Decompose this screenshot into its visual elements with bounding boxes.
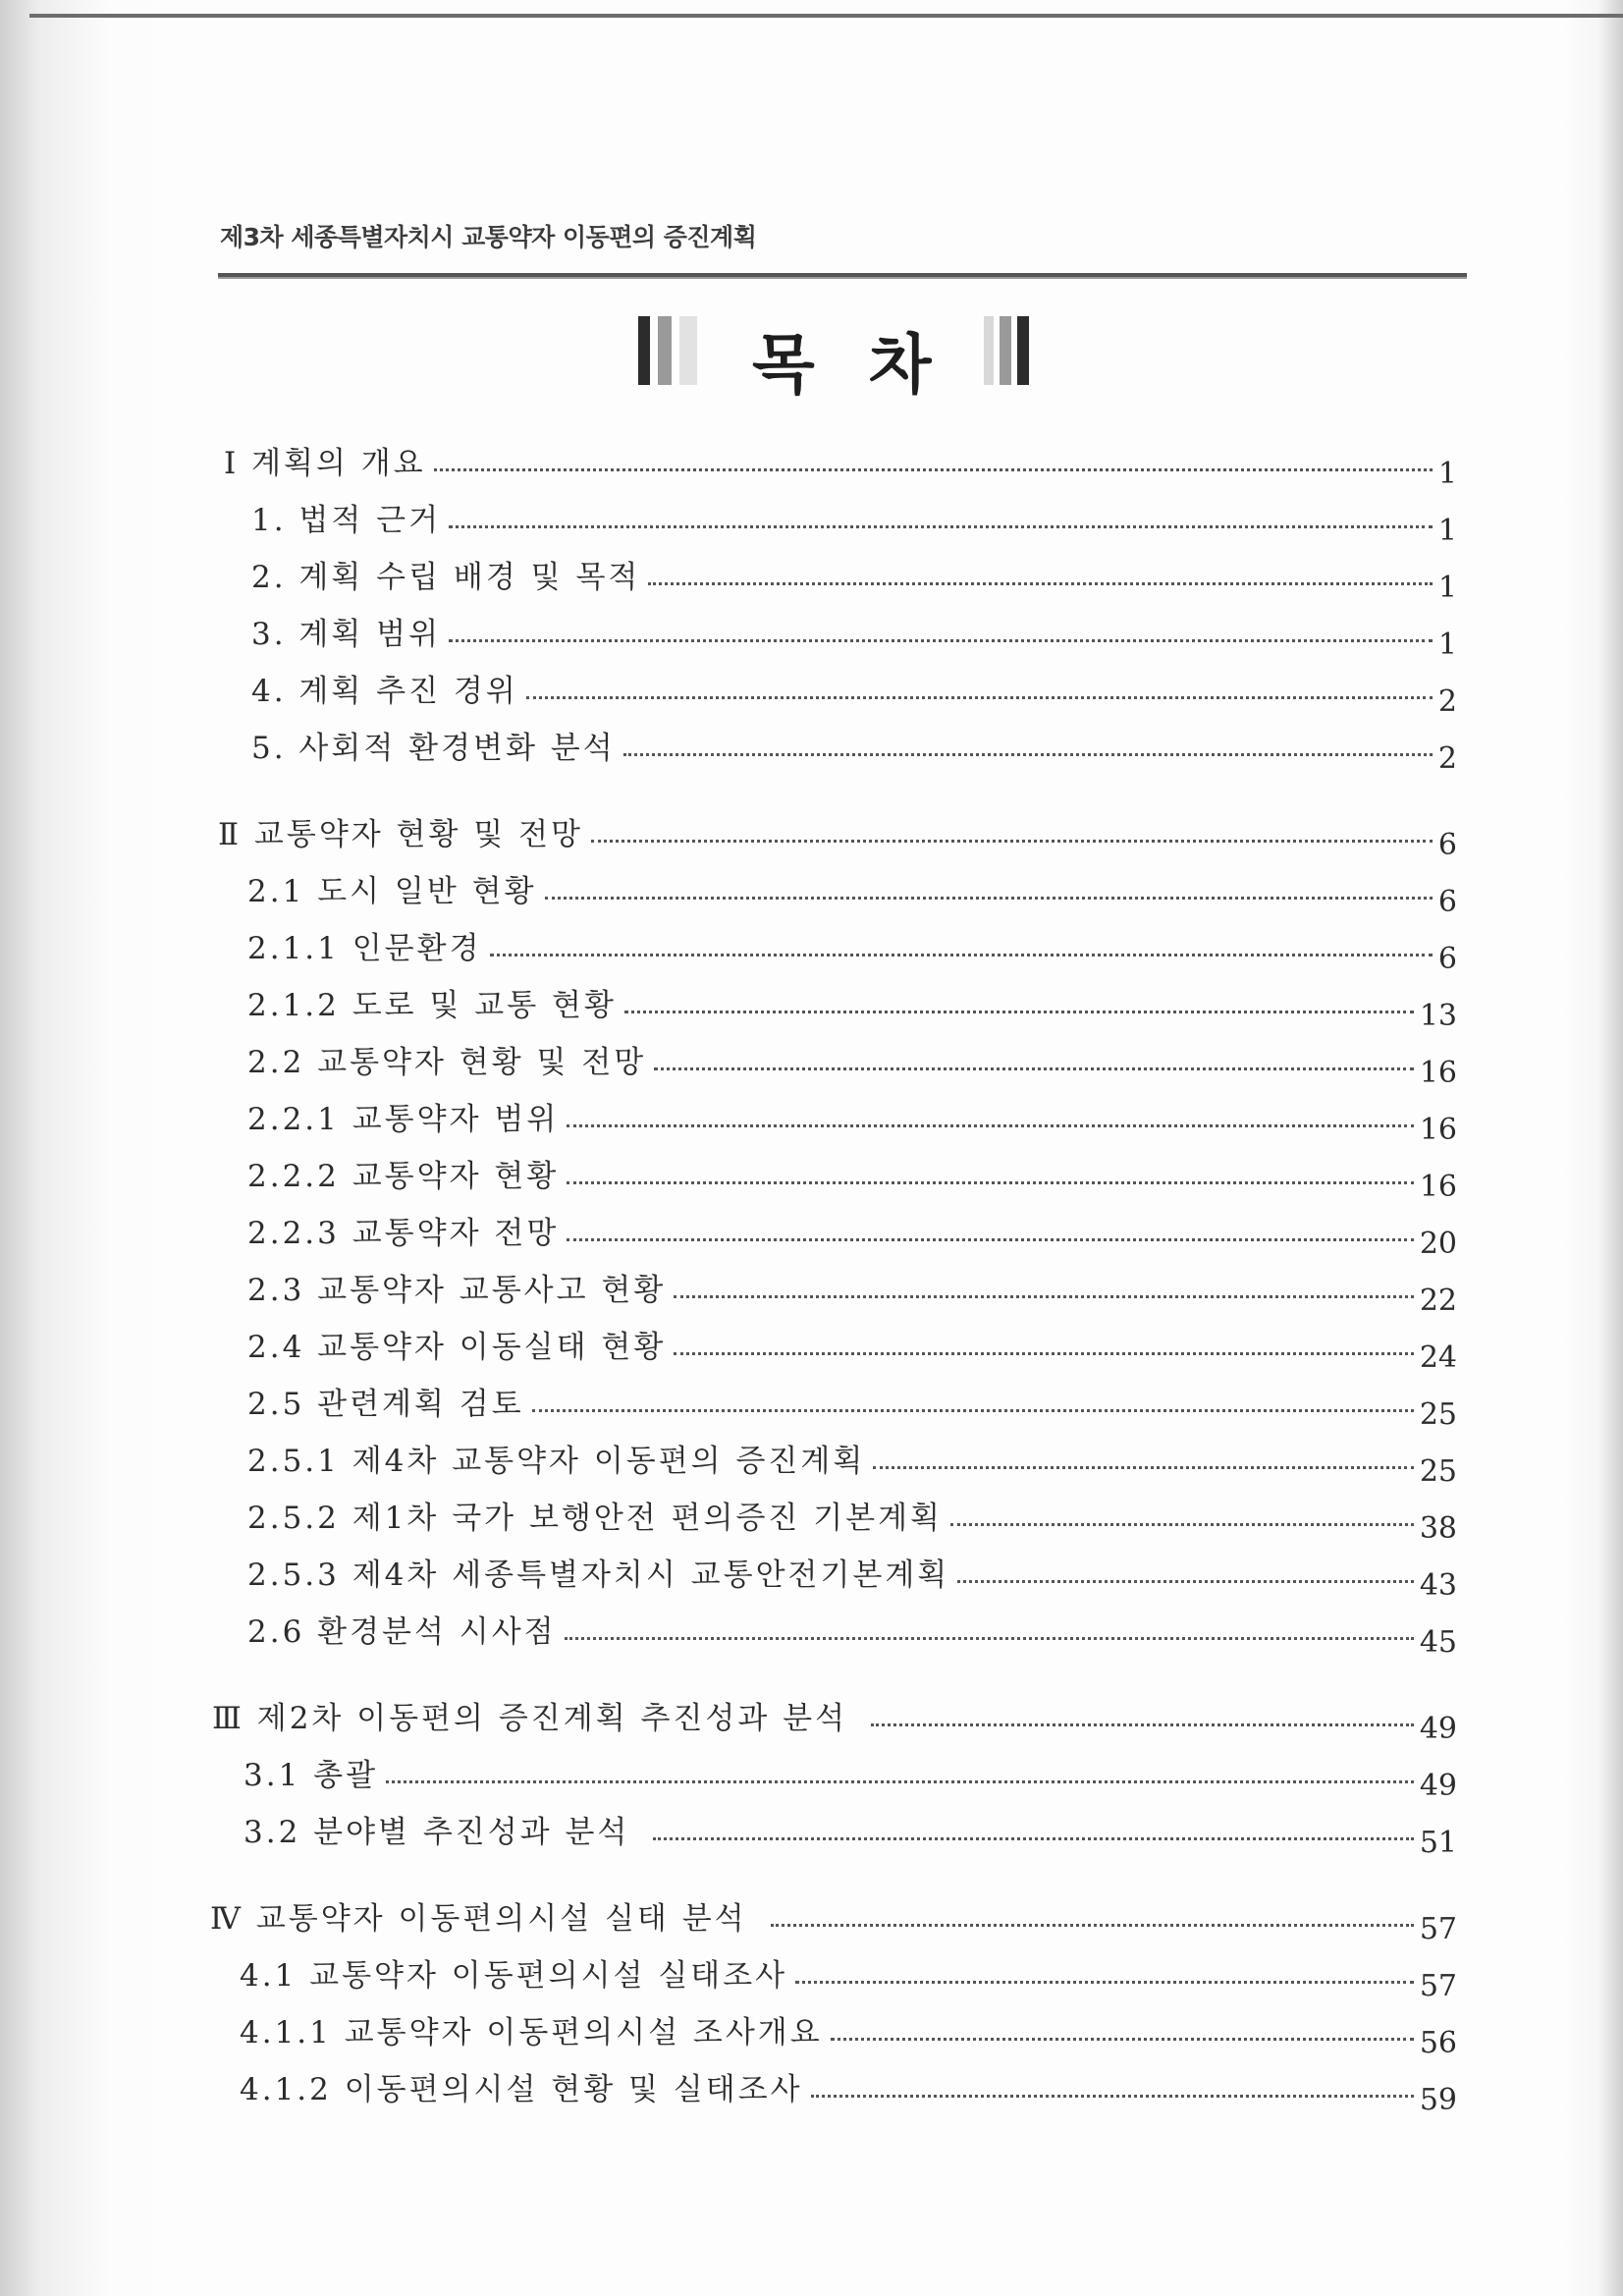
toc-entry-label: 4. 계획 추진 경위 [251, 674, 518, 709]
toc-entry-label: 4.1.1 교통약자 이동편의시설 조사개요 [240, 2015, 823, 2050]
toc-entry[interactable] [247, 1039, 1457, 1090]
toc-entry-page: 1 [1437, 514, 1457, 548]
toc-entry[interactable] [240, 2009, 1457, 2060]
toc-leader-dots [771, 1924, 1414, 1927]
toc-entry-label: 3.2 분야별 추진성과 분석 [243, 1815, 630, 1850]
toc-entry-label: 4.1 교통약자 이동편의시설 실태조사 [240, 1958, 788, 1994]
toc-entry[interactable] [247, 1210, 1457, 1261]
toc-entry-chapter-4[interactable] [210, 1895, 1457, 1946]
toc-entry-page: 16 [1419, 1056, 1457, 1090]
toc-entry-page: 13 [1419, 999, 1457, 1033]
toc-leader-dots [434, 468, 1433, 471]
toc-entry[interactable] [247, 1609, 1457, 1660]
toc-entry[interactable] [243, 1752, 1457, 1803]
toc-entry-page: 49 [1419, 1769, 1457, 1803]
toc-entry-page: 1 [1437, 457, 1457, 491]
toc-entry[interactable] [240, 1952, 1457, 2003]
toc-entry-label: 2. 계획 수립 배경 및 목적 [251, 560, 641, 595]
toc-leader-dots [591, 840, 1433, 843]
toc-entry-page: 16 [1419, 1170, 1457, 1204]
toc-entry-page: 57 [1419, 1912, 1457, 1946]
toc-entry-page: 1 [1437, 571, 1457, 605]
toc-entry-page: 24 [1419, 1340, 1457, 1375]
toc-entry-page: 43 [1419, 1568, 1457, 1603]
toc-entry[interactable] [247, 1267, 1457, 1318]
toc-entry-page: 59 [1419, 2083, 1457, 2117]
toc-entry-label: 3. 계획 범위 [251, 617, 442, 652]
toc-entry[interactable] [247, 1552, 1457, 1603]
toc-entry-label: 2.6 환경분석 시사점 [247, 1614, 557, 1650]
toc-entry-label: 2.5.1 제4차 교통약자 이동편의 증진계획 [247, 1444, 866, 1479]
toc-leader-dots [648, 582, 1433, 585]
toc-leader-dots [623, 753, 1433, 756]
toc-leader-dots [831, 2038, 1414, 2041]
toc-entry[interactable] [247, 1096, 1457, 1147]
toc-entry[interactable] [247, 925, 1457, 976]
toc-entry-page: 22 [1419, 1284, 1457, 1318]
toc-entry-label: 2.2 교통약자 현황 및 전망 [247, 1045, 647, 1080]
toc-entry-page: 56 [1419, 2026, 1457, 2060]
toc-leader-dots [950, 1523, 1414, 1526]
toc-leader-dots [386, 1780, 1414, 1783]
toc-entry-page: 6 [1437, 942, 1457, 976]
toc-leader-dots [674, 1295, 1413, 1298]
toc-entry[interactable] [247, 1381, 1457, 1432]
toc-entry-label: Ⅳ 교통약자 이동편의시설 실태 분석 [210, 1901, 747, 1937]
toc-entry-chapter-3[interactable] [212, 1695, 1457, 1746]
toc-entry[interactable] [247, 1324, 1457, 1375]
toc-entry-page: 25 [1419, 1454, 1457, 1489]
toc-entry-label: Ⅰ 계획의 개요 [224, 446, 426, 481]
toc-leader-dots [567, 1181, 1414, 1184]
toc-leader-dots [674, 1352, 1413, 1355]
toc-entry-page: 6 [1437, 828, 1457, 862]
toc-entry-label: 2.2.1 교통약자 범위 [247, 1102, 560, 1137]
toc-entry-label: 2.1.1 인문환경 [247, 931, 482, 966]
toc-leader-dots [873, 1466, 1414, 1469]
toc-entry-label: 4.1.2 이동편의시설 현황 및 실태조사 [240, 2072, 803, 2107]
toc-entry[interactable] [251, 497, 1457, 548]
toc-leader-dots [624, 1011, 1414, 1013]
toc-entry-label: Ⅱ 교통약자 현황 및 전망 [218, 817, 583, 852]
toc-leader-dots [490, 954, 1433, 957]
toc-entry[interactable] [251, 725, 1457, 776]
toc-entry-page: 25 [1419, 1397, 1457, 1432]
toc-entry-label: 2.2.3 교통약자 전망 [247, 1216, 560, 1251]
toc-entry[interactable] [251, 611, 1457, 662]
toc-entry[interactable] [251, 554, 1457, 605]
toc-entry[interactable] [243, 1809, 1457, 1860]
toc-leader-dots [565, 1637, 1414, 1640]
toc-entry-page: 20 [1419, 1227, 1457, 1261]
toc-entry[interactable] [247, 1438, 1457, 1489]
toc-heading-text: 목 차 [752, 327, 947, 403]
toc-leader-dots [567, 1238, 1414, 1241]
toc-entry[interactable] [247, 1153, 1457, 1204]
toc-entry-label: 2.2.2 교통약자 현황 [247, 1159, 560, 1194]
toc-leader-dots [811, 2095, 1414, 2098]
toc-entry-page: 16 [1419, 1113, 1457, 1147]
running-header-title: 제3차 세종특별자치시 교통약자 이동편의 증진계획 [220, 223, 757, 251]
toc-leader-dots [567, 1124, 1414, 1127]
toc-entry-label: 2.4 교통약자 이동실태 현황 [247, 1330, 667, 1365]
toc-entry[interactable] [251, 668, 1457, 719]
toc-entry-page: 38 [1419, 1511, 1457, 1546]
toc-entry[interactable] [247, 1495, 1457, 1546]
toc-entry[interactable] [247, 868, 1457, 919]
toc-leader-dots [654, 1067, 1414, 1070]
toc-leader-dots [795, 1981, 1414, 1984]
toc-leader-dots [526, 696, 1433, 699]
toc-entry-label: 2.5.2 제1차 국가 보행안전 편의증진 기본계획 [247, 1501, 944, 1536]
toc-entry-page: 2 [1437, 741, 1457, 776]
toc-leader-dots [653, 1837, 1413, 1840]
toc-entry-label: 3.1 총괄 [243, 1758, 379, 1793]
toc-entry-label: 1. 법적 근거 [251, 503, 442, 538]
toc-entry-label: 2.5 관련계획 검토 [247, 1387, 524, 1422]
toc-entry-page: 57 [1419, 1969, 1457, 2003]
toc-leader-dots [449, 639, 1433, 642]
toc-entry-label: 2.1.2 도로 및 교통 현황 [247, 988, 617, 1023]
toc-entry[interactable] [240, 2066, 1457, 2117]
toc-entry-page: 51 [1419, 1826, 1457, 1860]
toc-entry-label: 2.3 교통약자 교통사고 현황 [247, 1273, 667, 1308]
toc-entry-label: Ⅲ 제2차 이동편의 증진계획 추진성과 분석 [212, 1701, 848, 1736]
toc-entry-chapter-2[interactable] [218, 811, 1457, 862]
toc-leader-dots [871, 1723, 1414, 1726]
toc-entry-label: 2.1 도시 일반 현황 [247, 874, 537, 909]
toc-leader-dots [449, 525, 1433, 528]
toc-entry-page: 45 [1419, 1625, 1457, 1660]
toc-leader-dots [545, 897, 1433, 900]
toc-leader-dots [957, 1580, 1414, 1583]
toc-entry-page: 49 [1419, 1712, 1457, 1746]
toc-entry-chapter-1[interactable] [224, 440, 1457, 491]
toc-entry-label: 5. 사회적 환경변화 분석 [251, 731, 616, 766]
toc-leader-dots [532, 1409, 1414, 1412]
toc-entry-page: 2 [1437, 684, 1457, 719]
toc-entry-page: 1 [1437, 628, 1457, 662]
toc-entry[interactable] [247, 982, 1457, 1033]
toc-entry-label: 2.5.3 제4차 세종특별자치시 교통안전기본계획 [247, 1558, 950, 1593]
toc-entry-page: 6 [1437, 885, 1457, 919]
